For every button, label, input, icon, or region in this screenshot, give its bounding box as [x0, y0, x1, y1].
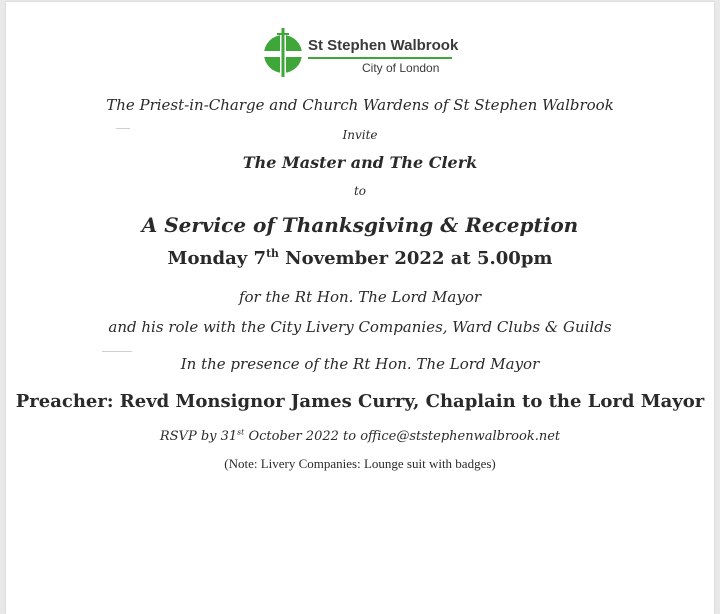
- purpose-line-1: for the Rt Hon. The Lord Mayor: [238, 288, 482, 306]
- logo-divider: [308, 57, 452, 59]
- paper-mark: [102, 351, 132, 352]
- hosts-line: The Priest-in-Charge and Church Wardens of St Stephen Walbrook: [106, 96, 614, 114]
- rsvp-rest: October 2022 to office@ststephenwalbrook.net: [244, 429, 561, 444]
- event-date-day: Monday 7: [167, 248, 267, 269]
- event-date-rest: November 2022 at 5.00pm: [278, 248, 553, 269]
- event-date: [6, 248, 714, 269]
- dress-note: (Note: Livery Companies: Lounge suit with badges): [224, 456, 496, 471]
- purpose-line-2: and his role with the City Livery Companies, Ward Clubs & Guilds: [108, 318, 612, 336]
- preacher-line: Preacher: Revd Monsignor James Curry, Chaplain to the Lord Mayor: [15, 391, 705, 412]
- invite-word: Invite: [342, 128, 378, 142]
- event-title: A Service of Thanksgiving & Reception: [141, 213, 579, 237]
- cross-icon: [262, 28, 304, 78]
- invitation-card: [6, 2, 714, 614]
- church-logo: [262, 28, 462, 78]
- guests-line: The Master and The Clerk: [242, 153, 478, 172]
- rsvp-suffix: st: [237, 427, 245, 437]
- rsvp-prefix: RSVP by 31: [159, 429, 238, 444]
- rsvp-line: [6, 429, 714, 444]
- logo-church-name: St Stephen Walbrook: [308, 37, 459, 54]
- logo-subtitle: City of London: [362, 61, 440, 75]
- presence-line: In the presence of the Rt Hon. The Lord Mayor: [180, 355, 540, 373]
- event-date-suffix: th: [266, 247, 279, 260]
- to-word: to: [353, 184, 367, 198]
